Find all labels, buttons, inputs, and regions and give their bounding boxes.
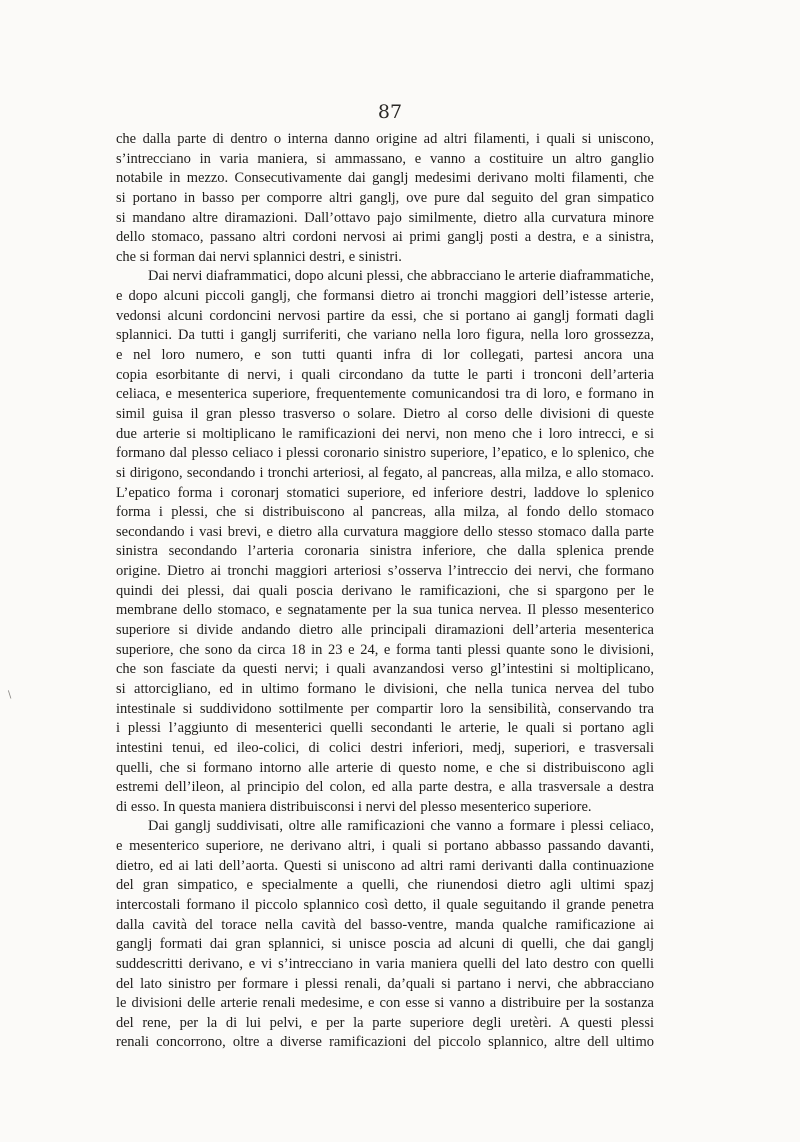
text-line: renali concorrono, oltre a diverse ramificazioni del piccolo splannico, altre dell ultimo — [116, 1034, 654, 1051]
text-line: del lato sinistro per formare i plessi renali, da’quali si partano i nervi, che abbracciano — [116, 975, 654, 992]
text-line: formano dal plesso celiaco i plessi coronario sinistro superiore, l’epatico, e lo splenico, che — [116, 445, 654, 462]
text-line: secondando i vasi brevi, e dietro alla curvatura maggiore dello stesso stomaco dalla parte — [116, 523, 654, 540]
body-text — [116, 130, 654, 1053]
text-line: intestinale si suddividono sottilmente per compartir loro la sensibilità, conservando tra — [116, 700, 654, 717]
text-line: L’epatico forma i coronarj stomatici superiore, ed inferiore destri, laddove lo splenico — [116, 484, 654, 501]
text-line: Dai nervi diaframmatici, dopo alcuni plessi, che abbracciano le arterie diaframmatiche, — [148, 268, 654, 285]
text-line: di esso. In questa maniera distribuisconsi i nervi del plesso mesenterico superiore. — [116, 798, 592, 815]
text-line: superiore si divide andando dietro alle principali diramazioni dell’arteria mesenterica — [116, 622, 654, 639]
text-line: dello stomaco, passano altri cordoni nervosi ai primi ganglj posti a destra, e a sinistra, — [116, 229, 654, 246]
text-line: quindi dei plessi, dai quali poscia derivano le ramificazioni, che si spargono per le — [116, 582, 654, 599]
text-line: celiaca, e mesenterica superiore, frequentemente comunicandosi tra di loro, e formano in — [116, 386, 654, 403]
text-line: dalla cavità del torace nella cavità del basso-ventre, manda qualche ramificazione ai — [116, 916, 654, 933]
text-line: del rene, per la di lui pelvi, e per la parte superiore degli uretèri. A questi plessi — [116, 1014, 654, 1031]
margin-mark: ∖ — [6, 690, 13, 701]
text-line: simil guisa il gran plesso trasverso o solare. Dietro al corso delle divisioni di queste — [116, 405, 654, 422]
text-line: si attorcigliano, ed in ultimo formano le divisioni, che nella tunica nervea del tubo — [116, 680, 654, 697]
text-line: notabile in mezzo. Consecutivamente dai ganglj medesimi derivano molti filamenti, che — [116, 170, 654, 187]
text-line: dietro, ed ai lati dell’aorta. Questi si uniscono ad altri rami derivanti dalla continuazione — [116, 857, 654, 874]
text-line: e dopo alcuni piccoli ganglj, che formansi dietro ai tronchi maggiori dell’istesse arterie, — [116, 288, 654, 305]
text-line: superiore, che sono da circa 18 in 23 e 24, e forma tanti plessi quante sono le divisioni, — [116, 641, 654, 658]
text-line: ganglj formati dai gran splannici, si unisce poscia ad alcuni di quelli, che dai ganglj — [116, 936, 654, 953]
text-line: che dalla parte di dentro o interna danno origine ad altri filamenti, i quali si uniscono, — [116, 131, 654, 147]
text-line: copia esorbitante di nervi, i quali circondano da tutte le parti i tronconi dell’arteria — [116, 366, 654, 383]
text-line: splannici. Da tutti i ganglj surriferiti, che variano nella loro figura, nella loro grossezza, — [116, 327, 654, 344]
text-line: sinistra secondando l’arteria coronaria sinistra inferiore, che dalla splenica prende — [116, 543, 654, 560]
text-line: intercostali formano il piccolo splannico così detto, il quale seguitando il grande penetra — [116, 896, 654, 913]
text-line: si dirigono, secondando i tronchi arteriosi, al fegato, al pancreas, alla milza, e allo stomaco. — [116, 464, 654, 481]
text-line: e mesenterico superiore, ne derivano altri, i quali si portano abbasso passando davanti, — [116, 838, 654, 855]
text-line: intestini tenui, ed ileo-colici, di colici destri inferiori, medj, superiori, e trasversali — [116, 739, 654, 756]
text-line: quelli, che si formano intorno alle arterie di questo nome, e che si distribuiscono agli — [116, 759, 654, 776]
text-line: suddescritti derivano, e vi s’intrecciano in varia maniera quelli del lato destro con quelli — [116, 955, 654, 972]
text-line: s’intrecciano in varia maniera, si ammassano, e vanno a costituire un altro ganglio — [116, 150, 654, 167]
text-line: forma i plessi, che si distribuiscono al pancreas, alla milza, al fondo dello stomaco — [116, 504, 654, 521]
text-line: e nel loro numero, e son tutti quanti infra di lor collegati, partesi ancora una — [116, 347, 654, 364]
text-line: le divisioni delle arterie renali medesime, e con esse si vanno a distribuire per la sostanza — [116, 995, 654, 1012]
text-line: del gran simpatico, e specialmente a quelli, che riunendosi dietro agli ultimi spazj — [116, 877, 654, 894]
text-line: che son fasciate da questi nervi; i quali avanzandosi verso gl’intestini si moltiplicano, — [116, 661, 654, 678]
text-line: i plessi l’aggiunto di mesenterici quelli secondanti le arterie, le quali si portano agli — [116, 720, 654, 737]
text-line: membrane dello stomaco, e segnatamente per la sua tunica nervea. Il plesso mesenterico — [116, 602, 654, 619]
text-line: due arterie si moltiplicano le ramificazioni dei nervi, non meno che i loro intrecci, e si — [116, 425, 654, 442]
text-line: che si forman dai nervi splannici destri, e sinistri. — [116, 248, 402, 265]
text-line: Dai ganglj suddivisati, oltre alle ramificazioni che vanno a formare i plessi celiaco, — [148, 818, 654, 835]
text-line: estremi dell’ileon, al principio del colon, ed alla parte destra, e alla trasversale a destra — [116, 779, 654, 796]
text-line: origine. Dietro ai tronchi maggiori arteriosi s’osserva l’intreccio dei nervi, che formano — [116, 563, 654, 580]
text-line: vedonsi alcuni cordoncini nervosi partire da essi, che si portano ai ganglj formati dagli — [116, 307, 654, 324]
text-line: si mandano altre diramazioni. Dall’ottavo pajo similmente, dietro alla curvatura minore — [116, 209, 654, 226]
page-number: 87 — [377, 101, 403, 123]
text-line: si portano in basso per comporre altri ganglj, ove pure dal seguito del gran simpatico — [116, 189, 654, 206]
